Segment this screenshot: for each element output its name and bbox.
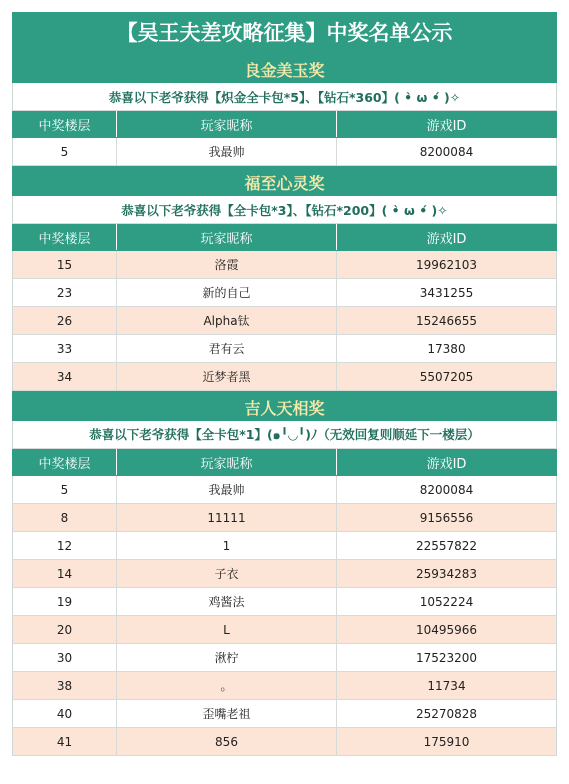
floor-cell: 15 [13,251,117,278]
table-row [12,588,557,616]
game-id-cell: 25934283 [415,566,478,581]
prize-section-2 [12,166,557,391]
nickname-cell: 11111 [117,504,337,531]
column-header-row [12,224,557,251]
floor-cell: 41 [13,728,117,755]
floor-cell: 19 [13,588,117,615]
floor-cell: 38 [13,672,117,699]
nickname-cell: L [117,616,337,643]
nickname-header: 玩家昵称 [117,449,337,475]
table-row [12,363,557,391]
table-row [12,616,557,644]
nickname-cell: 我最帅 [117,476,337,503]
floor-header: 中奖楼层 [13,224,117,250]
game-id-cell: 3431255 [419,285,474,300]
floor-cell: 5 [13,476,117,503]
game-id-cell: 19962103 [415,257,478,272]
floor-header: 中奖楼层 [13,111,117,137]
table-row [12,307,557,335]
game-id-cell: 17380 [427,341,466,356]
nickname-cell: 1 [117,532,337,559]
table-row [12,532,557,560]
floor-header: 中奖楼层 [13,449,117,475]
table-row [12,138,557,166]
game-id-header: 游戏ID [426,456,467,472]
congrats-note: 恭喜以下老爷获得【炽金全卡包*5】、【钻石*360】( •̀ ω •́ )✧ [12,83,557,111]
prize-name: 良金美玉奖 [12,53,557,83]
game-id-cell: 17523200 [415,650,478,665]
nickname-cell: 湫柠 [117,644,337,671]
game-id-cell: 25270828 [415,706,478,721]
table-row [12,672,557,700]
nickname-cell: 我最帅 [117,138,337,165]
floor-cell: 8 [13,504,117,531]
game-id-header: 游戏ID [426,231,467,247]
game-id-cell: 175910 [423,734,470,749]
floor-cell: 14 [13,560,117,587]
table-row [12,335,557,363]
table-row [12,728,557,756]
table-row [12,279,557,307]
nickname-cell: 鸡酱法 [117,588,337,615]
congrats-note: 恭喜以下老爷获得【全卡包*1】(๑╹◡╹)ﾉ（无效回复则顺延下一楼层） [12,421,557,449]
game-id-header: 游戏ID [426,118,467,134]
nickname-cell: 洛霞 [117,251,337,278]
column-header-row [12,449,557,476]
floor-cell: 23 [13,279,117,306]
congrats-note: 恭喜以下老爷获得【全卡包*3】、【钻石*200】( •̀ ω •́ )✧ [12,196,557,224]
game-id-cell: 9156556 [419,510,474,525]
table-row [12,644,557,672]
table-row [12,476,557,504]
nickname-cell: 近梦者黑 [117,363,337,390]
nickname-cell: 歪嘴老祖 [117,700,337,727]
nickname-header: 玩家昵称 [117,111,337,137]
floor-cell: 33 [13,335,117,362]
game-id-cell: 22557822 [415,538,478,553]
nickname-cell: 856 [117,728,337,755]
floor-cell: 5 [13,138,117,165]
table-row [12,504,557,532]
prize-section-1 [12,53,557,166]
floor-cell: 30 [13,644,117,671]
prize-name: 福至心灵奖 [12,166,557,196]
floor-cell: 12 [13,532,117,559]
game-id-cell: 11734 [427,678,466,693]
column-header-row [12,111,557,138]
floor-cell: 26 [13,307,117,334]
floor-cell: 34 [13,363,117,390]
nickname-cell: 子衣 [117,560,337,587]
prize-name: 吉人天相奖 [12,391,557,421]
nickname-cell: Alpha钛 [117,307,337,334]
nickname-cell: 。 [117,672,337,699]
game-id-cell: 5507205 [419,369,474,384]
nickname-cell: 新的自己 [117,279,337,306]
game-id-cell: 8200084 [419,144,474,159]
table-row [12,560,557,588]
game-id-cell: 15246655 [415,313,478,328]
floor-cell: 20 [13,616,117,643]
table-row [12,700,557,728]
winner-list-table [12,12,557,756]
prize-section-3 [12,391,557,756]
game-id-cell: 1052224 [419,594,474,609]
game-id-cell: 10495966 [415,622,478,637]
floor-cell: 40 [13,700,117,727]
game-id-cell: 8200084 [419,482,474,497]
page-title: 【吴王夫差攻略征集】中奖名单公示 [12,12,557,53]
table-row [12,251,557,279]
nickname-header: 玩家昵称 [117,224,337,250]
nickname-cell: 君有云 [117,335,337,362]
